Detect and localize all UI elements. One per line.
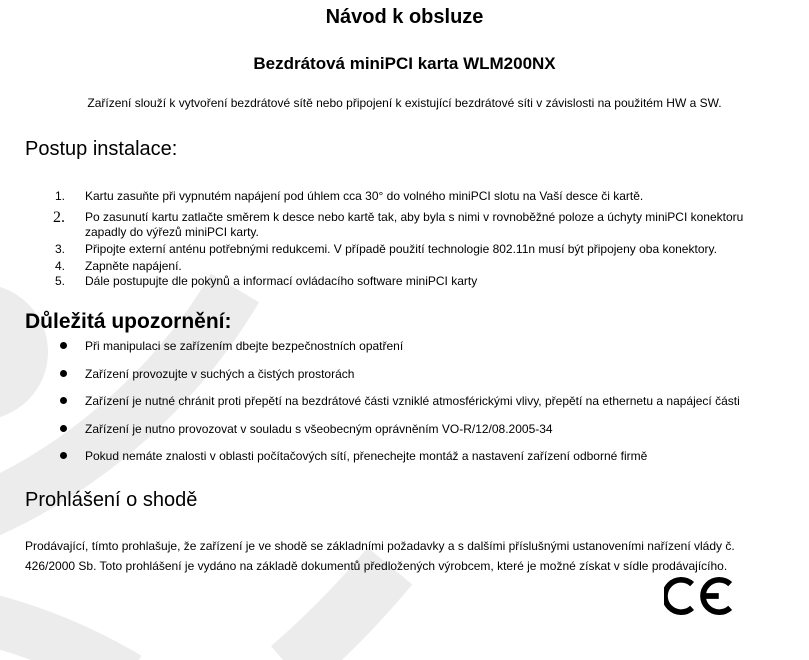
warning-text: Pokud nemáte znalosti v oblasti počítačových sítí, přenechejte montáž a nastavení zařízení odborné firmě (85, 449, 648, 463)
installation-steps-list (0, 189, 780, 289)
warning-text: Zařízení je nutné chránit proti přepětí na bezdrátové části vzniklé atmosférickými vlivy, přepětí na ethernetu a napájecí části (85, 394, 740, 408)
ce-mark-icon (664, 575, 744, 617)
step-number: 4. (54, 259, 65, 273)
step-number: 3. (54, 242, 65, 256)
bullet-icon (60, 342, 67, 349)
warning-item (0, 367, 790, 381)
warning-item (0, 422, 790, 436)
step-text: Dále postupujte dle pokynů a informací ovládacího software miniPCI karty (85, 274, 478, 288)
section-heading-declaration: Prohlášení o shodě (25, 489, 198, 511)
section-heading-installation: Postup instalace: (25, 138, 178, 160)
step-number: 1. (54, 189, 65, 203)
warnings-list (0, 339, 790, 477)
intro-text: Zařízení slouží k vytvoření bezdrátové sítě nebo připojení k existující bezdrátové síti v závislosti na použitém HW a SW. (87, 96, 722, 110)
step-text: Kartu zasuňte při vypnutém napájení pod úhlem cca 30° do volného miniPCI slotu na Vaší desce či kartě. (85, 189, 644, 203)
installation-step (0, 210, 780, 240)
installation-step (0, 259, 780, 274)
installation-step (0, 242, 780, 257)
step-text: Zapněte napájení. (85, 259, 182, 273)
declaration-line: Prodávající, tímto prohlašuje, že zařízení je ve shodě se základními požadavky a s dalšími příslušnými ustanoveními nařízení vlády č. (25, 539, 735, 553)
product-subtitle: Bezdrátová miniPCI karta WLM200NX (253, 54, 556, 73)
section-heading-warnings: Důležitá upozornění: (25, 310, 232, 333)
step-text (85, 210, 743, 240)
installation-step (0, 274, 780, 289)
step-number: 2. (53, 209, 65, 226)
step-text-line: zapadly do výřezů miniPCI karty. (85, 225, 259, 239)
warning-item (0, 394, 790, 408)
warning-text: Zařízení provozujte v suchých a čistých prostorách (85, 366, 355, 381)
bullet-icon (60, 425, 67, 432)
bullet-icon (60, 397, 67, 404)
step-text-line: Po zasunutí kartu zatlačte směrem k desce nebo kartě tak, aby byla s nimi v rovnoběžné poloze a úchyty miniPCI konektoru (85, 210, 744, 224)
installation-step (0, 189, 780, 204)
page-title: Návod k obsluze (325, 6, 484, 28)
step-number: 5. (54, 274, 65, 288)
warning-item (0, 339, 790, 353)
warning-text: Zařízení je nutno provozovat v souladu s všeobecným oprávněním VO-R/12/08.2005-34 (85, 421, 553, 436)
bullet-icon (60, 452, 67, 459)
warning-item (0, 449, 790, 463)
bullet-icon (60, 370, 67, 377)
step-text: Připojte externí anténu potřebnými redukcemi. V případě použití technologie 802.11n musí být připojeny oba konektory. (85, 242, 717, 256)
declaration-paragraph (25, 536, 795, 576)
warning-text: Při manipulaci se zařízením dbejte bezpečnostních opatření (85, 339, 404, 353)
declaration-line: 426/2000 Sb. Toto prohlášení je vydáno na základě dokumentů předložených výrobcem, které je možné získat v sídle prodávajícího. (25, 559, 728, 573)
